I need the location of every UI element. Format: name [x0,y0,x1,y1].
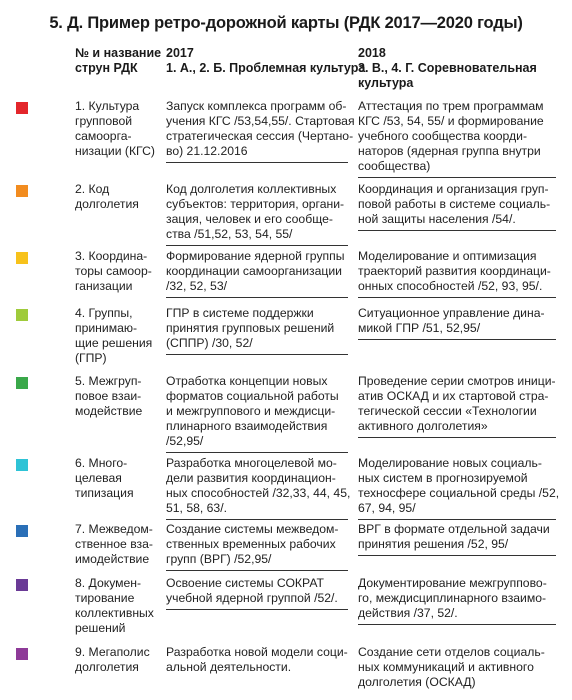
text-line: Аттестация по трем программам [358,99,544,113]
text-line: 8. Докумен- [75,576,142,590]
string-name [75,456,157,501]
string-name [75,182,157,212]
text-line: /32, 52, 53/ [166,279,227,293]
string-name [75,645,157,675]
color-swatch [16,648,28,660]
cell-2018 [358,306,556,340]
text-line: и межгруппового и междисци- [166,404,336,418]
text-line: имодействие [75,552,150,566]
string-name [75,99,157,159]
text-line: наторов (ядерная группа внутри [358,144,541,158]
text-line: модействие [75,404,143,418]
text-line: 6. Много- [75,456,128,470]
cell-2017 [166,576,348,610]
text-line: 2. Код [75,182,110,196]
text-line: коллективных [75,606,154,620]
text-line: долголетия (ОСКАД) [358,675,476,689]
text-line: альной деятельности. [166,660,292,674]
text-line: активного долголетия» [358,419,488,433]
cell-2018 [358,374,556,438]
text-line: координации самоорганизации [166,264,342,278]
text-line: ственное вза- [75,537,153,551]
text-line: ственных временных рабочих [166,537,336,551]
text-line: Разработка многоцелевой мо- [166,456,337,470]
cell-2017 [166,182,348,246]
text-line: 7. Межведом- [75,522,153,536]
text-line: принимаю- [75,321,138,335]
text-line: целевая [75,471,122,485]
text-line: торы самоор- [75,264,152,278]
cell-2017 [166,522,348,571]
cell-2017 [166,99,355,163]
color-swatch [16,309,28,321]
text-line: ганизации [75,279,133,293]
header-col-strings [75,46,161,76]
text-line: техносфере социальной среды /52, [358,486,560,500]
color-swatch [16,377,28,389]
header-line: № и название [75,46,162,60]
text-line: атив ОСКАД и их стартовой стра- [358,389,549,403]
text-line: щие решения [75,336,153,350]
color-swatch [16,252,28,264]
text-line: учебного сообщества коорди- [358,129,528,143]
color-swatch [16,579,28,591]
text-line: 51, 58, 63/. [166,501,227,515]
text-line: повое взаи- [75,389,142,403]
text-line: решений [75,621,126,635]
text-line: Формирование ядерной группы [166,249,345,263]
text-line: 3. Координа- [75,249,148,263]
text-line: 1. Культура [75,99,140,113]
text-line: ных систем в прогнозируемой [358,471,528,485]
color-swatch [16,185,28,197]
text-line: типизация [75,486,134,500]
text-line: Проведение серии смотров иници- [358,374,556,388]
text-line: Отработка концепции новых [166,374,328,388]
text-line: низации (КГС) [75,144,155,158]
text-line: групп (ВРГ) /52,95/ [166,552,272,566]
text-line: ной защиты населения /54/. [358,212,516,226]
text-line: Координация и организация груп- [358,182,549,196]
text-line: онных способностей /52, 93, 95/. [358,279,543,293]
text-line: Моделирование и оптимизация [358,249,537,263]
text-line: повой работы в системе социаль- [358,197,551,211]
text-line: (СППР) /30, 52/ [166,336,253,350]
cell-2017 [166,249,348,298]
text-line: учебной ядерной группой /52/. [166,591,338,605]
color-swatch [16,525,28,537]
string-name [75,576,157,636]
text-line: (ГПР) [75,351,107,365]
text-line: траекторий развития координаци- [358,264,551,278]
header-col-2018 [358,46,537,91]
text-line: дели развития координацион- [166,471,336,485]
text-line: плинарного взаимодействия [166,419,328,433]
text-line: Создание сети отделов социаль- [358,645,545,659]
text-line: 9. Мегаполис [75,645,150,659]
cell-2017 [166,306,348,355]
text-line: Документирование межгруппово- [358,576,547,590]
text-line: микой ГПР /51, 52,95/ [358,321,481,335]
text-line: зация, человек и его сообще- [166,212,333,226]
header-line: 3. В., 4. Г. Соревновательная [358,61,537,75]
color-swatch [16,102,28,114]
header-line: 1. А., 2. Б. Проблемная культура [166,61,366,75]
text-line: Запуск комплекса программ об- [166,99,347,113]
header-line: 2017 [166,46,194,60]
text-line: 4. Группы, [75,306,133,320]
text-line: стратегическая сессия (Чертано- [166,129,354,143]
text-line: Ситуационное управление дина- [358,306,545,320]
text-line: форматов социальной работы [166,389,339,403]
header-line: струн РДК [75,61,138,75]
text-line: сообщества) [358,159,431,173]
text-line: /52,95/ [166,434,204,448]
text-line: Моделирование новых социаль- [358,456,542,470]
page-title: 5. Д. Пример ретро-дорожной карты (РДК 2017—2020 годы) [49,14,523,32]
text-line: учения КГС /53,54,55/. Стартовая [166,114,355,128]
cell-2017 [166,374,348,453]
text-line: тегической сессии «Технологии [358,404,537,418]
color-swatch [16,459,28,471]
header-line: культура [358,76,414,90]
header-col-2017 [166,46,365,76]
cell-2018 [358,645,556,693]
cell-2017 [166,456,351,520]
text-line: Освоение системы СОКРАТ [166,576,324,590]
cell-2018 [358,456,560,520]
text-line: групповой [75,114,133,128]
cell-2018 [358,182,556,231]
string-name [75,522,157,567]
text-line: субъектов: территория, органи- [166,197,345,211]
text-line: принятия решения /52, 95/ [358,537,509,551]
string-name [75,249,157,294]
header-line: 2018 [358,46,386,60]
text-line: принятия групповых решений [166,321,335,335]
string-name [75,306,157,366]
cell-2018 [358,522,556,556]
text-line: ства /51,52, 53, 54, 55/ [166,227,293,241]
text-line: Создание системы межведом- [166,522,339,536]
text-line: ных способностей /32,33, 44, 45, [166,486,351,500]
text-line: ГПР в системе поддержки [166,306,314,320]
text-line: долголетия [75,197,139,211]
text-line: долголетия [75,660,139,674]
text-line: КГС /53, 54, 55/ и формирование [358,114,544,128]
text-line: действия /37, 52/. [358,606,458,620]
text-line: ВРГ в формате отдельной задачи [358,522,550,536]
text-line: 5. Межгруп- [75,374,142,388]
cell-2018 [358,99,556,178]
text-line: тирование [75,591,135,605]
cell-2018 [358,576,556,625]
text-line: го, междисциплинарного взаимо- [358,591,547,605]
text-line: во) 21.12.2016 [166,144,248,158]
text-line: Разработка новой модели соци- [166,645,348,659]
text-line: 67, 94, 95/ [358,501,416,515]
string-name [75,374,157,419]
text-line: самоорга- [75,129,132,143]
cell-2018 [358,249,556,298]
text-line: Код долголетия коллективных [166,182,337,196]
text-line: ных коммуникаций и активного [358,660,534,674]
cell-2017 [166,645,348,678]
